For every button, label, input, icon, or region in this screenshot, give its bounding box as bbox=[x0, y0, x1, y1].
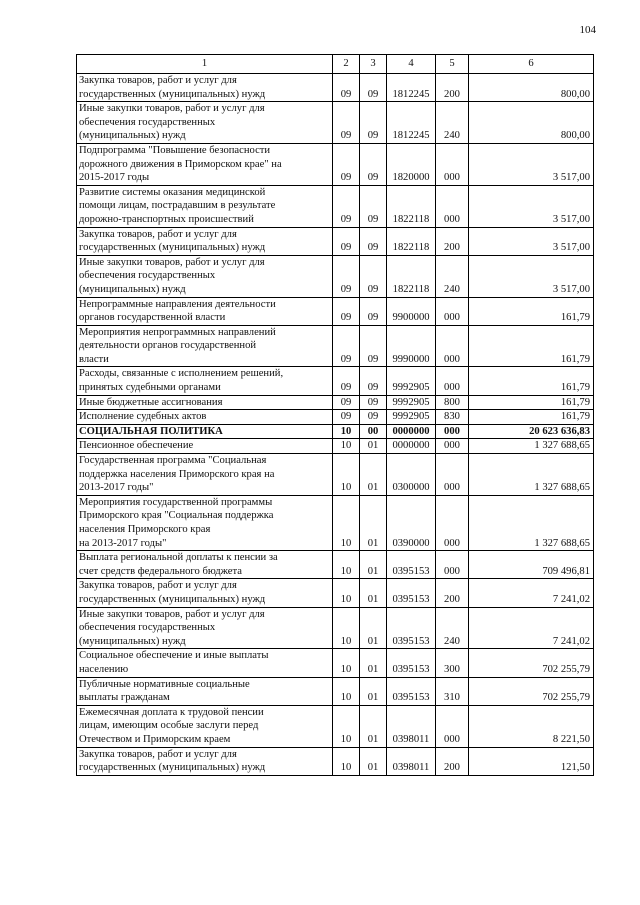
row-item-name: Публичные нормативные социальные выплаты гражданам bbox=[77, 677, 333, 705]
row-section-code: 09 bbox=[333, 227, 360, 255]
row-amount: 7 241,02 bbox=[469, 579, 594, 607]
row-target-code: 0390000 bbox=[387, 495, 436, 550]
table-row bbox=[77, 649, 594, 677]
table-row bbox=[77, 551, 594, 579]
row-target-code: 0000000 bbox=[387, 439, 436, 454]
row-section-code: 09 bbox=[333, 74, 360, 102]
row-target-code: 0300000 bbox=[387, 454, 436, 496]
row-section-code: 10 bbox=[333, 649, 360, 677]
row-target-code: 9992905 bbox=[387, 410, 436, 425]
row-section-code: 09 bbox=[333, 325, 360, 367]
table-row bbox=[77, 143, 594, 185]
row-amount: 161,79 bbox=[469, 367, 594, 395]
row-amount: 1 327 688,65 bbox=[469, 454, 594, 496]
row-section-code: 10 bbox=[333, 551, 360, 579]
header-col-5: 5 bbox=[436, 55, 469, 74]
row-subsection-code: 09 bbox=[360, 102, 387, 144]
table-row bbox=[77, 454, 594, 496]
row-target-code: 9992905 bbox=[387, 395, 436, 410]
table-row bbox=[77, 747, 594, 775]
row-item-name: Закупка товаров, работ и услуг для государственных (муниципальных) нужд bbox=[77, 579, 333, 607]
row-item-name: Исполнение судебных актов bbox=[77, 410, 333, 425]
row-target-code: 9990000 bbox=[387, 325, 436, 367]
row-target-code: 0395153 bbox=[387, 677, 436, 705]
table-row bbox=[77, 367, 594, 395]
row-subsection-code: 01 bbox=[360, 551, 387, 579]
row-section-code: 09 bbox=[333, 297, 360, 325]
table-row bbox=[77, 495, 594, 550]
row-section-code: 10 bbox=[333, 439, 360, 454]
row-subsection-code: 09 bbox=[360, 325, 387, 367]
row-section-code: 09 bbox=[333, 367, 360, 395]
row-section-code: 09 bbox=[333, 102, 360, 144]
table-row bbox=[77, 297, 594, 325]
row-item-name: Иные бюджетные ассигнования bbox=[77, 395, 333, 410]
row-expense-type: 240 bbox=[436, 255, 469, 297]
row-item-name: Государственная программа "Социальная поддержка населения Приморского края на 2013-2017 годы" bbox=[77, 454, 333, 496]
table-row bbox=[77, 410, 594, 425]
row-target-code: 9992905 bbox=[387, 367, 436, 395]
row-amount: 800,00 bbox=[469, 74, 594, 102]
row-amount: 121,50 bbox=[469, 747, 594, 775]
table-row bbox=[77, 424, 594, 439]
row-item-name: Подпрограмма "Повышение безопасности дорожного движения в Приморском крае" на 2015-2017 годы bbox=[77, 143, 333, 185]
row-target-code: 1822118 bbox=[387, 185, 436, 227]
row-amount: 161,79 bbox=[469, 410, 594, 425]
row-amount: 3 517,00 bbox=[469, 227, 594, 255]
row-subsection-code: 09 bbox=[360, 255, 387, 297]
row-item-name: Непрограммные направления деятельности органов государственной власти bbox=[77, 297, 333, 325]
row-section-code: 10 bbox=[333, 705, 360, 747]
row-target-code: 0000000 bbox=[387, 424, 436, 439]
row-expense-type: 310 bbox=[436, 677, 469, 705]
row-subsection-code: 00 bbox=[360, 424, 387, 439]
table-row bbox=[77, 607, 594, 649]
row-item-name: Закупка товаров, работ и услуг для государственных (муниципальных) нужд bbox=[77, 74, 333, 102]
row-item-name: Расходы, связанные с исполнением решений, принятых судебными органами bbox=[77, 367, 333, 395]
row-subsection-code: 09 bbox=[360, 410, 387, 425]
row-amount: 800,00 bbox=[469, 102, 594, 144]
row-expense-type: 000 bbox=[436, 325, 469, 367]
row-expense-type: 800 bbox=[436, 395, 469, 410]
row-section-code: 10 bbox=[333, 747, 360, 775]
page-number: 104 bbox=[579, 24, 596, 36]
row-amount: 3 517,00 bbox=[469, 185, 594, 227]
row-section-code: 09 bbox=[333, 395, 360, 410]
row-target-code: 0395153 bbox=[387, 579, 436, 607]
row-expense-type: 200 bbox=[436, 74, 469, 102]
row-item-name: СОЦИАЛЬНАЯ ПОЛИТИКА bbox=[77, 424, 333, 439]
row-expense-type: 000 bbox=[436, 439, 469, 454]
row-section-code: 09 bbox=[333, 255, 360, 297]
row-subsection-code: 01 bbox=[360, 495, 387, 550]
row-target-code: 0395153 bbox=[387, 649, 436, 677]
row-section-code: 10 bbox=[333, 424, 360, 439]
table-header-row bbox=[77, 55, 594, 74]
row-expense-type: 000 bbox=[436, 143, 469, 185]
row-section-code: 10 bbox=[333, 579, 360, 607]
table-row bbox=[77, 395, 594, 410]
row-expense-type: 000 bbox=[436, 424, 469, 439]
table-row bbox=[77, 102, 594, 144]
row-amount: 161,79 bbox=[469, 395, 594, 410]
row-item-name: Мероприятия непрограммных направлений деятельности органов государственной власти bbox=[77, 325, 333, 367]
row-item-name: Социальное обеспечение и иные выплаты населению bbox=[77, 649, 333, 677]
row-amount: 20 623 636,83 bbox=[469, 424, 594, 439]
row-subsection-code: 09 bbox=[360, 185, 387, 227]
row-target-code: 1822118 bbox=[387, 255, 436, 297]
row-subsection-code: 09 bbox=[360, 74, 387, 102]
row-amount: 3 517,00 bbox=[469, 143, 594, 185]
row-target-code: 0395153 bbox=[387, 607, 436, 649]
header-col-6: 6 bbox=[469, 55, 594, 74]
table-body bbox=[77, 74, 594, 776]
table-row bbox=[77, 185, 594, 227]
row-target-code: 1822118 bbox=[387, 227, 436, 255]
table-row bbox=[77, 579, 594, 607]
row-expense-type: 240 bbox=[436, 607, 469, 649]
row-expense-type: 000 bbox=[436, 705, 469, 747]
row-amount: 1 327 688,65 bbox=[469, 495, 594, 550]
row-item-name: Развитие системы оказания медицинской помощи лицам, пострадавшим в результате дорожно-транспортных происшествий bbox=[77, 185, 333, 227]
row-expense-type: 200 bbox=[436, 579, 469, 607]
row-item-name: Закупка товаров, работ и услуг для государственных (муниципальных) нужд bbox=[77, 227, 333, 255]
header-col-3: 3 bbox=[360, 55, 387, 74]
row-section-code: 09 bbox=[333, 185, 360, 227]
row-item-name: Выплата региональной доплаты к пенсии за счет средств федерального бюджета bbox=[77, 551, 333, 579]
header-col-1: 1 bbox=[77, 55, 333, 74]
row-subsection-code: 01 bbox=[360, 649, 387, 677]
row-subsection-code: 09 bbox=[360, 395, 387, 410]
row-target-code: 1812245 bbox=[387, 74, 436, 102]
row-amount: 702 255,79 bbox=[469, 677, 594, 705]
budget-table bbox=[76, 54, 594, 776]
row-item-name: Ежемесячная доплата к трудовой пенсии лицам, имеющим особые заслуги перед Отечеством и Приморским краем bbox=[77, 705, 333, 747]
row-expense-type: 000 bbox=[436, 185, 469, 227]
header-col-2: 2 bbox=[333, 55, 360, 74]
row-target-code: 0398011 bbox=[387, 747, 436, 775]
row-expense-type: 000 bbox=[436, 495, 469, 550]
table-row bbox=[77, 677, 594, 705]
row-subsection-code: 01 bbox=[360, 579, 387, 607]
row-subsection-code: 01 bbox=[360, 454, 387, 496]
row-expense-type: 200 bbox=[436, 227, 469, 255]
row-expense-type: 000 bbox=[436, 367, 469, 395]
row-item-name: Иные закупки товаров, работ и услуг для обеспечения государственных (муниципальных) нужд bbox=[77, 102, 333, 144]
table-row bbox=[77, 705, 594, 747]
row-subsection-code: 01 bbox=[360, 747, 387, 775]
row-amount: 702 255,79 bbox=[469, 649, 594, 677]
row-amount: 709 496,81 bbox=[469, 551, 594, 579]
row-section-code: 09 bbox=[333, 410, 360, 425]
row-expense-type: 000 bbox=[436, 454, 469, 496]
row-target-code: 0398011 bbox=[387, 705, 436, 747]
row-section-code: 10 bbox=[333, 607, 360, 649]
row-amount: 161,79 bbox=[469, 297, 594, 325]
row-expense-type: 240 bbox=[436, 102, 469, 144]
row-amount: 8 221,50 bbox=[469, 705, 594, 747]
row-expense-type: 200 bbox=[436, 747, 469, 775]
row-item-name: Закупка товаров, работ и услуг для государственных (муниципальных) нужд bbox=[77, 747, 333, 775]
table-row bbox=[77, 439, 594, 454]
row-subsection-code: 09 bbox=[360, 227, 387, 255]
row-subsection-code: 09 bbox=[360, 367, 387, 395]
row-item-name: Пенсионное обеспечение bbox=[77, 439, 333, 454]
row-amount: 161,79 bbox=[469, 325, 594, 367]
row-expense-type: 830 bbox=[436, 410, 469, 425]
row-target-code: 1812245 bbox=[387, 102, 436, 144]
row-item-name: Мероприятия государственной программы Приморского края "Социальная поддержка населения Приморского края на 2013-2017 годы" bbox=[77, 495, 333, 550]
row-target-code: 9900000 bbox=[387, 297, 436, 325]
row-amount: 3 517,00 bbox=[469, 255, 594, 297]
table-row bbox=[77, 325, 594, 367]
header-col-4: 4 bbox=[387, 55, 436, 74]
row-section-code: 09 bbox=[333, 143, 360, 185]
row-subsection-code: 01 bbox=[360, 439, 387, 454]
row-expense-type: 300 bbox=[436, 649, 469, 677]
row-target-code: 1820000 bbox=[387, 143, 436, 185]
row-subsection-code: 01 bbox=[360, 677, 387, 705]
row-subsection-code: 09 bbox=[360, 143, 387, 185]
row-subsection-code: 01 bbox=[360, 607, 387, 649]
row-subsection-code: 09 bbox=[360, 297, 387, 325]
table-row bbox=[77, 227, 594, 255]
row-amount: 7 241,02 bbox=[469, 607, 594, 649]
row-subsection-code: 01 bbox=[360, 705, 387, 747]
table-row bbox=[77, 74, 594, 102]
table-row bbox=[77, 255, 594, 297]
row-section-code: 10 bbox=[333, 454, 360, 496]
row-section-code: 10 bbox=[333, 677, 360, 705]
row-target-code: 0395153 bbox=[387, 551, 436, 579]
row-item-name: Иные закупки товаров, работ и услуг для обеспечения государственных (муниципальных) нужд bbox=[77, 607, 333, 649]
row-amount: 1 327 688,65 bbox=[469, 439, 594, 454]
row-item-name: Иные закупки товаров, работ и услуг для обеспечения государственных (муниципальных) нужд bbox=[77, 255, 333, 297]
row-expense-type: 000 bbox=[436, 297, 469, 325]
row-section-code: 10 bbox=[333, 495, 360, 550]
row-expense-type: 000 bbox=[436, 551, 469, 579]
